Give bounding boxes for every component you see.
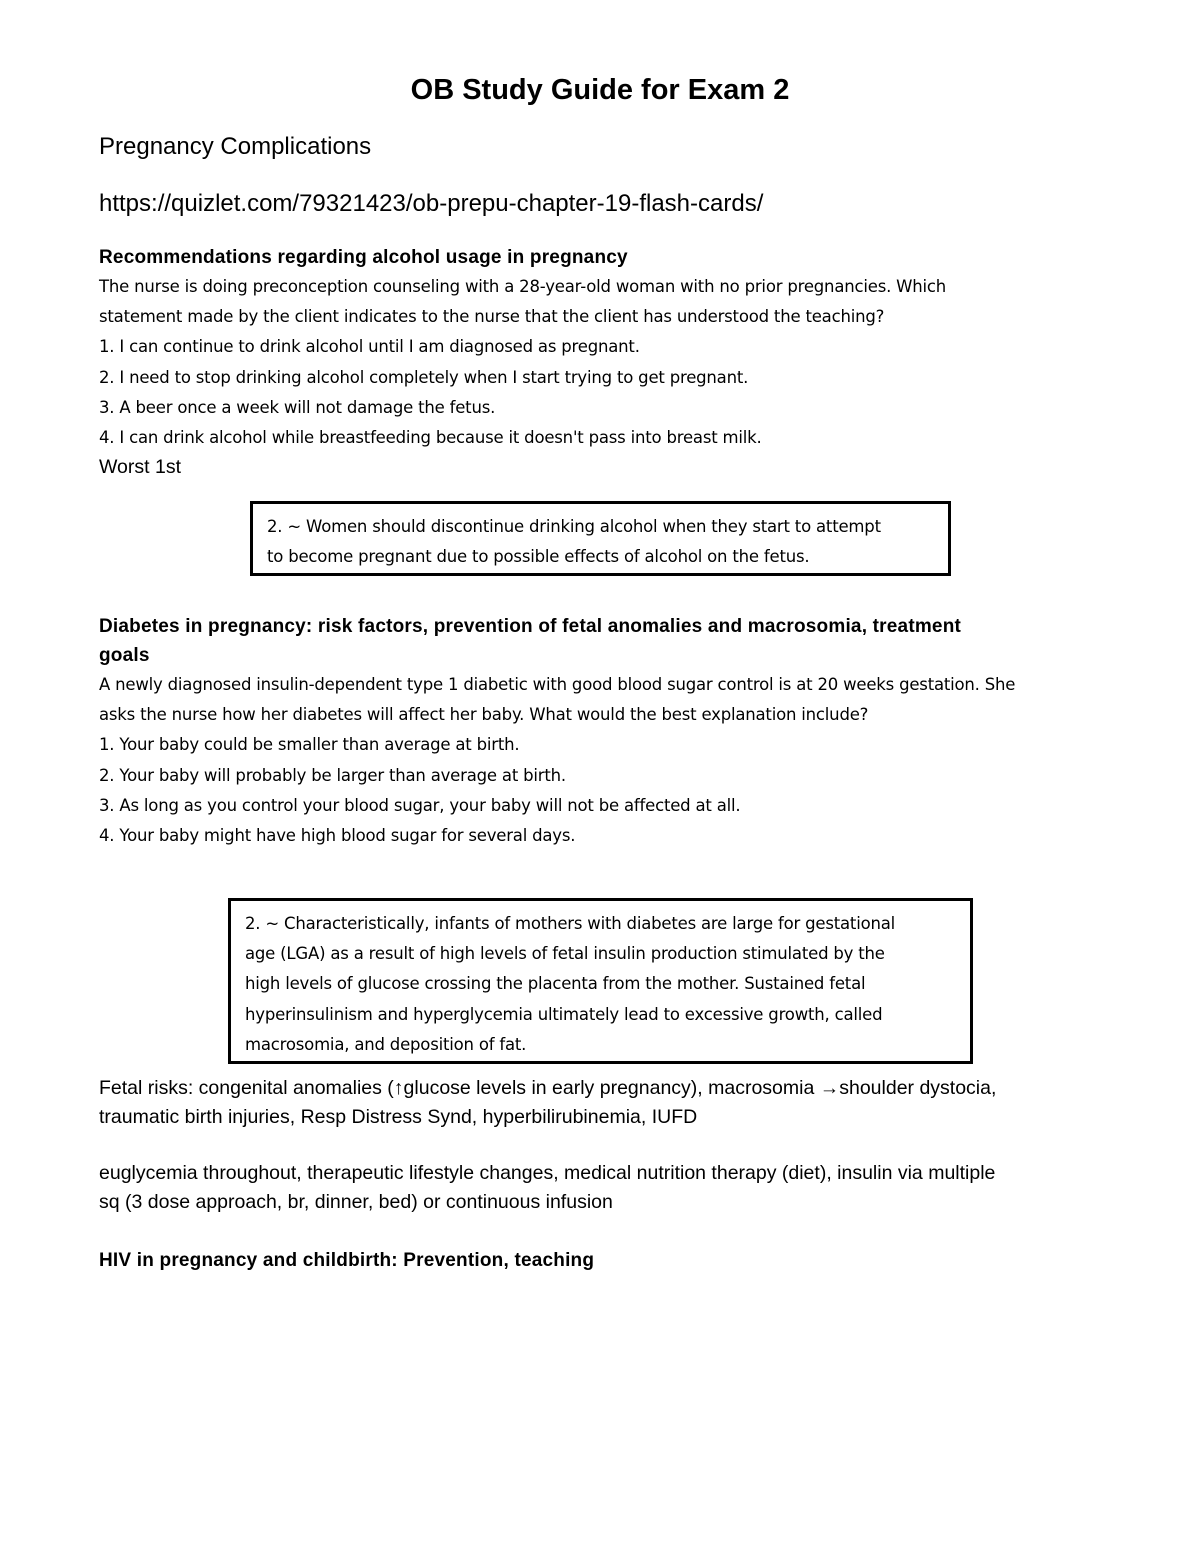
diabetes-option-4: 4. Your baby might have high blood sugar for several days.	[99, 826, 576, 846]
diabetes-answer-box	[228, 898, 973, 1064]
alcohol-answer-line-2: to become pregnant due to possible effects of alcohol on the fetus.	[267, 547, 810, 567]
alcohol-option-1: 1. I can continue to drink alcohol until I am diagnosed as pregnant.	[99, 337, 640, 357]
alcohol-answer-line-1: 2. ~ Women should discontinue drinking alcohol when they start to attempt	[267, 517, 881, 536]
diabetes-option-3: 3. As long as you control your blood sugar, your baby will not be affected at all.	[99, 795, 741, 815]
diabetes-section	[99, 612, 1099, 851]
fetal-risks-line-1: Fetal risks: congenital anomalies (↑glucose levels in early pregnancy), macrosomia →shoulder dystocia,	[99, 1077, 997, 1099]
alcohol-heading: Recommendations regarding alcohol usage in pregnancy	[99, 247, 628, 268]
alcohol-option-2: 2. I need to stop drinking alcohol completely when I start trying to get pregnant.	[99, 367, 749, 387]
alcohol-question-line-2: statement made by the client indicates to the nurse that the client has understood the teaching?	[99, 307, 885, 327]
hiv-section	[99, 1246, 1099, 1275]
alcohol-section	[99, 243, 1099, 482]
diabetes-answer-line-5: macrosomia, and deposition of fat.	[245, 1034, 527, 1054]
diabetes-heading-line-2: goals	[99, 645, 150, 666]
treatment-note	[99, 1159, 1099, 1217]
alcohol-question-line-1: The nurse is doing preconception counseling with a 28-year-old woman with no prior pregnancies. Which	[99, 277, 947, 296]
diabetes-question-line-1: A newly diagnosed insulin-dependent type 1 diabetic with good blood sugar control is at 20 weeks gestation. She	[99, 675, 1016, 694]
alcohol-answer-box	[250, 501, 951, 576]
diabetes-answer-line-1: 2. ~ Characteristically, infants of mothers with diabetes are large for gestational	[245, 914, 896, 933]
section-subtitle: Pregnancy Complications	[99, 133, 372, 160]
fetal-risks-line-2: traumatic birth injuries, Resp Distress Synd, hyperbilirubinemia, IUFD	[99, 1106, 698, 1128]
treatment-line-2: sq (3 dose approach, br, dinner, bed) or continuous infusion	[99, 1191, 613, 1213]
alcohol-option-4: 4. I can drink alcohol while breastfeeding because it doesn't pass into breast milk.	[99, 428, 762, 448]
diabetes-answer-line-4: hyperinsulinism and hyperglycemia ultimately lead to excessive growth, called	[245, 1004, 883, 1024]
diabetes-option-2: 2. Your baby will probably be larger than average at birth.	[99, 765, 566, 785]
alcohol-note: Worst 1st	[99, 456, 181, 479]
diabetes-option-1: 1. Your baby could be smaller than average at birth.	[99, 735, 520, 755]
alcohol-option-3: 3. A beer once a week will not damage the fetus.	[99, 397, 496, 417]
page-title: OB Study Guide for Exam 2	[410, 74, 790, 106]
fetal-risks-note	[99, 1074, 1099, 1132]
diabetes-answer-line-3: high levels of glucose crossing the placenta from the mother. Sustained fetal	[245, 974, 866, 994]
diabetes-answer-line-2: age (LGA) as a result of high levels of fetal insulin production stimulated by the	[245, 944, 885, 964]
treatment-line-1: euglycemia throughout, therapeutic lifestyle changes, medical nutrition therapy (diet), insulin via multiple	[99, 1162, 996, 1184]
hiv-heading: HIV in pregnancy and childbirth: Prevention, teaching	[99, 1250, 595, 1271]
quizlet-link[interactable]: https://quizlet.com/79321423/ob-prepu-chapter-19-flash-cards/	[99, 190, 764, 217]
diabetes-question-line-2: asks the nurse how her diabetes will affect her baby. What would the best explanation include?	[99, 705, 869, 725]
diabetes-heading-line-1: Diabetes in pregnancy: risk factors, prevention of fetal anomalies and macrosomia, treatment	[99, 616, 962, 637]
